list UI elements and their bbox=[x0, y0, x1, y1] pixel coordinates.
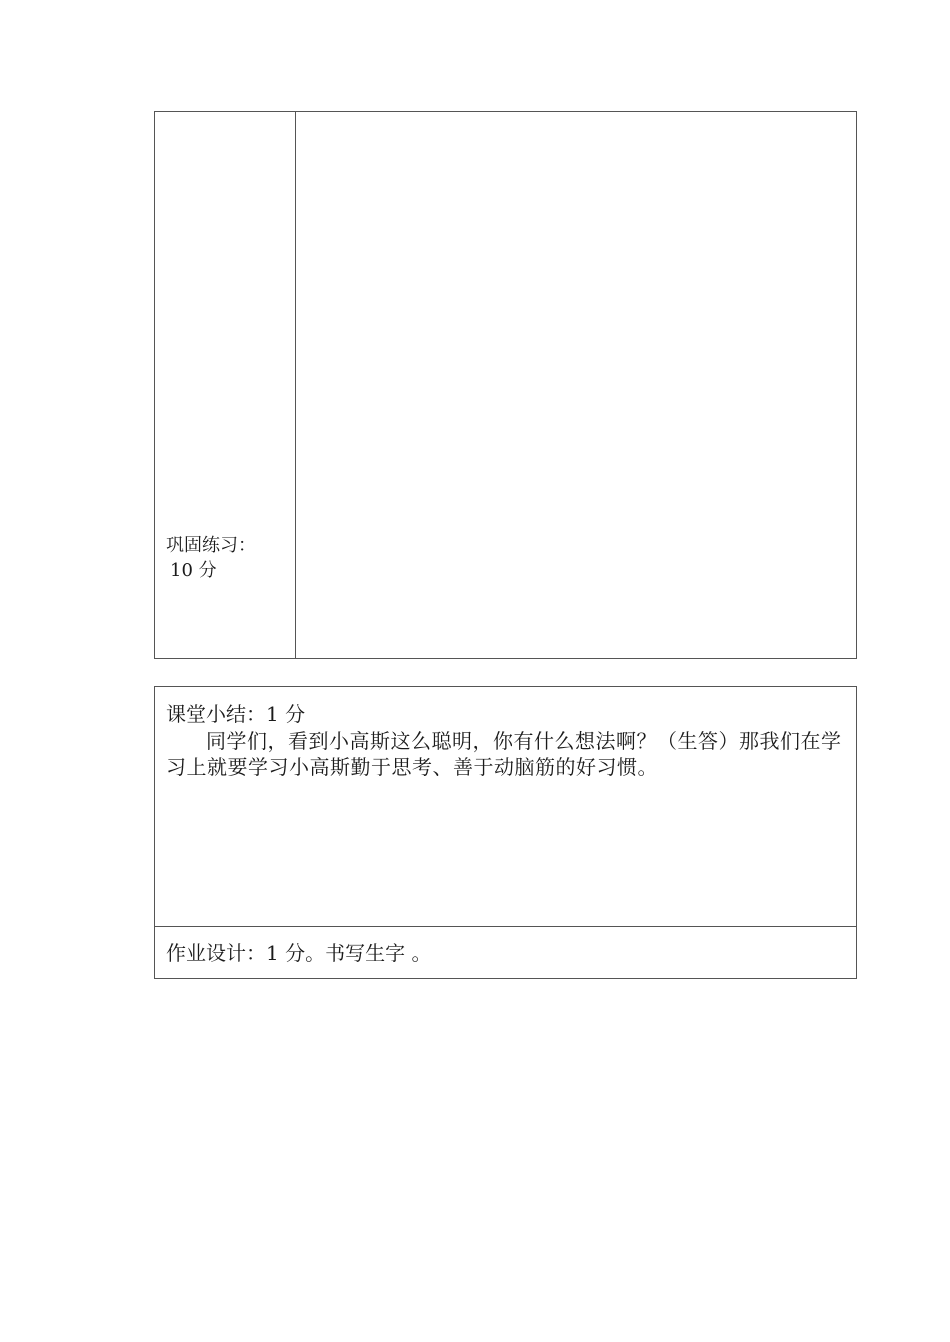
summary-cell bbox=[155, 687, 856, 927]
summary-body: 同学们，看到小高斯这么聪明，你有什么想法啊？（生答）那我们在学习上就要学习小高斯勤于思考、善于动脑筋的好习惯。 bbox=[166, 729, 842, 779]
practice-time: 10 分 bbox=[170, 560, 217, 581]
homework-cell: 作业设计：1 分。书写生字 。 bbox=[166, 941, 432, 965]
practice-table bbox=[154, 111, 857, 659]
practice-label: 巩固练习： bbox=[166, 535, 256, 556]
summary-title: 课堂小结：1 分 bbox=[166, 702, 306, 726]
practice-content-cell bbox=[296, 112, 856, 658]
summary-table bbox=[154, 686, 857, 979]
practice-label-cell bbox=[155, 112, 296, 658]
